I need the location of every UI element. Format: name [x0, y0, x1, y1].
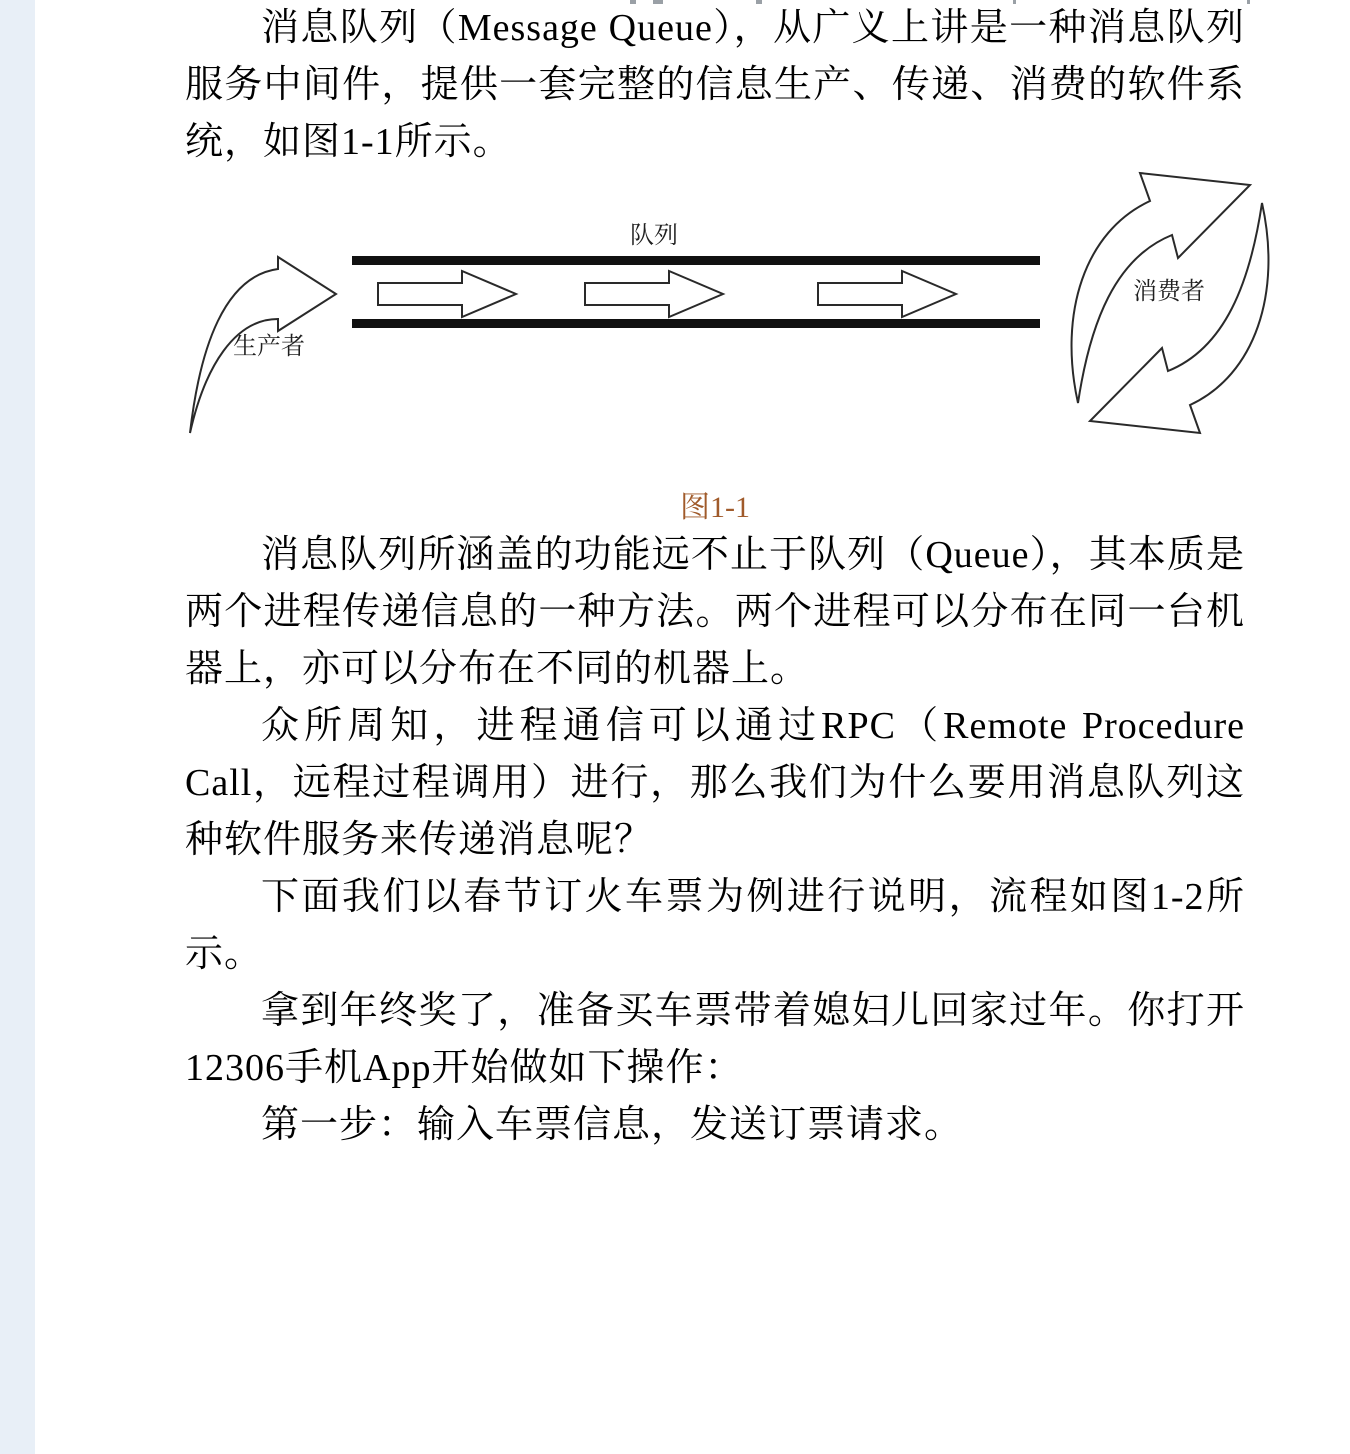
queue-message-arrow-1-icon	[378, 271, 516, 317]
paragraph-rpc: 众所周知，进程通信可以通过RPC（Remote Procedure Call，远程过程调用）进行，那么我们为什么要用消息队列这种软件服务来传递消息呢？	[185, 705, 1245, 861]
queue-top-line	[352, 256, 1040, 265]
paragraph-intro: 消息队列（Message Queue），从广义上讲是一种消息队列服务中间件，提供一套完整的信息生产、传递、消费的软件系统，如图1-1所示。	[185, 7, 1245, 163]
producer-label: 生产者	[233, 334, 305, 360]
paragraph-example-intro: 下面我们以春节订火车票为例进行说明，流程如图1-2所示。	[185, 876, 1245, 975]
queue-message-arrow-2-icon	[585, 271, 723, 317]
queue-message-arrow-3-icon	[818, 271, 956, 317]
figure-caption: 图1-1	[680, 491, 750, 524]
paragraph-queue-essence: 消息队列所涵盖的功能远不止于队列（Queue），其本质是两个进程传递信息的一种方法。两个进程可以分布在同一台机器上，亦可以分布在不同的机器上。	[185, 534, 1245, 690]
queue-label: 队列	[630, 223, 678, 249]
paragraph-ticket-story: 拿到年终奖了，准备买车票带着媳妇儿回家过年。你打开12306手机App开始做如下操作：	[185, 990, 1245, 1089]
paragraph-step-1: 第一步：输入车票信息，发送订票请求。	[261, 1104, 964, 1146]
consumer-label: 消费者	[1133, 279, 1205, 305]
queue-bottom-line	[352, 319, 1040, 328]
figure-1-1	[0, 171, 1350, 481]
